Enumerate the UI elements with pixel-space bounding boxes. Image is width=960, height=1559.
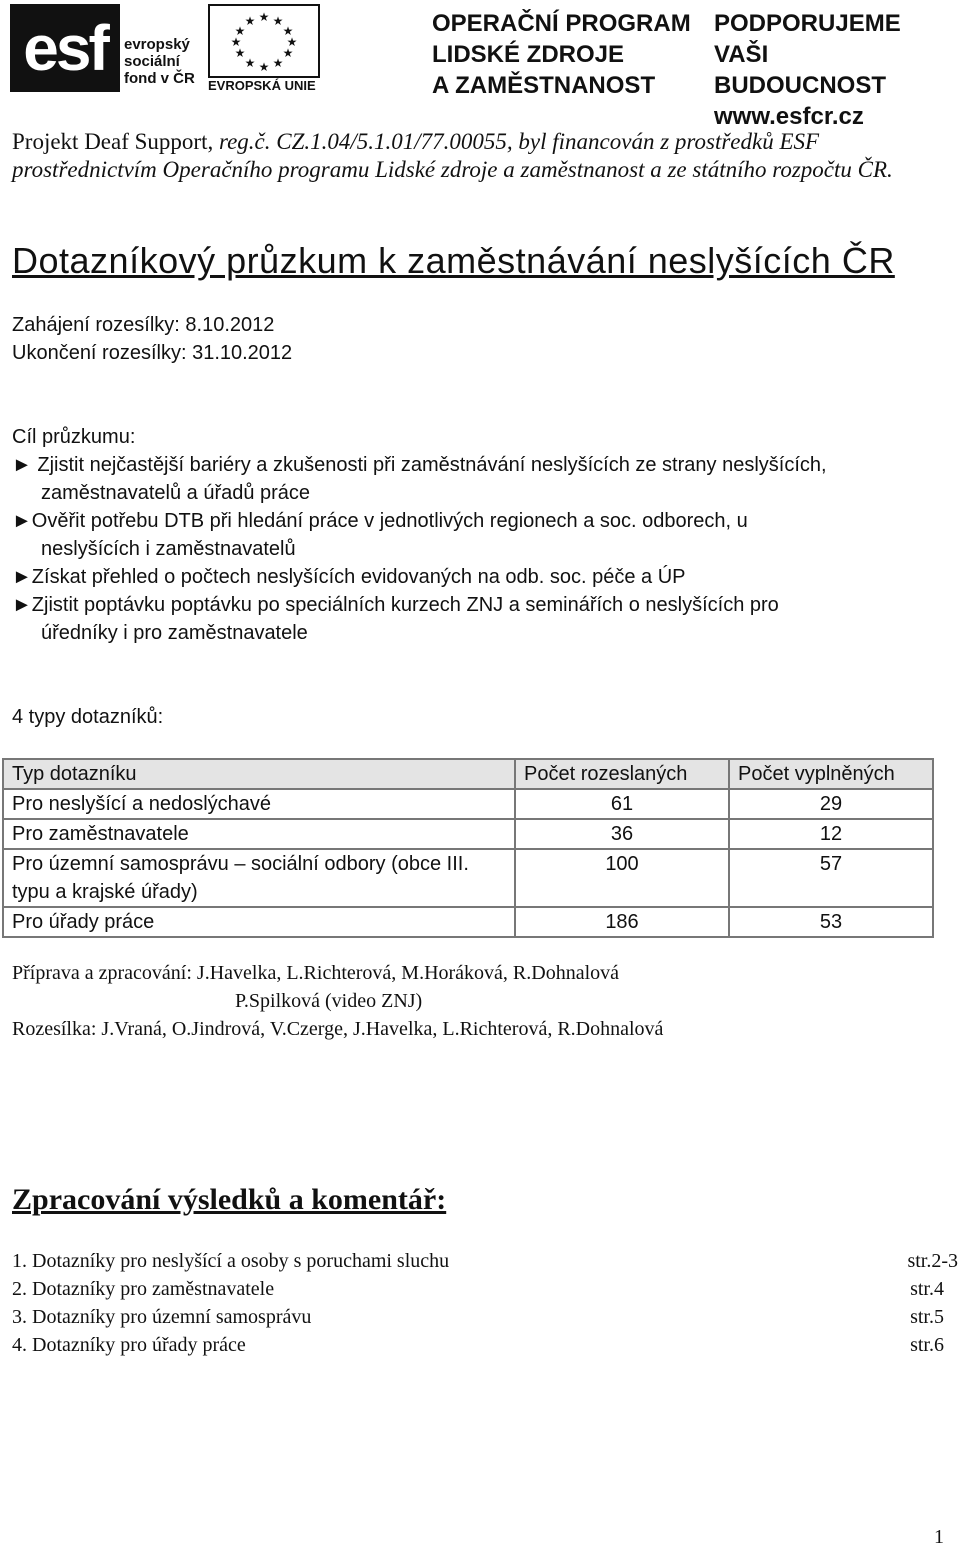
svg-text:★: ★ <box>272 56 284 70</box>
project-funding: reg.č. CZ.1.04/5.1.01/77.00055, byl financován z prostředků ESF prostřednictvím Operačního programu Lidské zdroje a zaměstnanost a ze státního rozpočtu ČR. <box>12 129 893 182</box>
cell-filled: 12 <box>729 819 933 849</box>
esf-caption-line: fond v ČR <box>124 70 195 87</box>
svg-text:★: ★ <box>258 60 270 74</box>
svg-text:★: ★ <box>244 14 256 28</box>
op-line: A ZAMĚSTNANOST <box>432 72 656 99</box>
goal-item: ►Získat přehled o počtech neslyšících evidovaných na odb. soc. péče a ÚP <box>12 566 686 588</box>
toc-item-label: 3. Dotazníky pro územní samosprávu <box>12 1306 312 1328</box>
goal-item-cont: úředníky i pro zaměstnavatele <box>41 622 308 644</box>
slogan-line: PODPORUJEME <box>714 10 901 37</box>
cell-type: Pro zaměstnavatele <box>3 819 515 849</box>
slogan-line: VAŠI BUDOUCNOST <box>714 41 886 99</box>
esf-logo: esf <box>10 4 120 92</box>
types-heading: 4 typy dotazníků: <box>12 706 164 728</box>
eu-flag-icon <box>208 4 320 78</box>
toc-item-page: str.5 <box>910 1306 944 1328</box>
col-type-header: Typ dotazníku <box>3 759 515 789</box>
table-row <box>3 789 933 819</box>
support-slogan <box>714 8 940 132</box>
svg-text:★: ★ <box>244 56 256 70</box>
cell-filled: 53 <box>729 907 933 937</box>
cell-sent: 61 <box>515 789 729 819</box>
project-statement <box>12 128 950 184</box>
svg-text:★: ★ <box>234 24 246 38</box>
cell-filled: 57 <box>729 849 933 907</box>
goal-heading: Cíl průzkumu: <box>12 426 136 448</box>
cell-sent: 100 <box>515 849 729 907</box>
toc-item-page: str.4 <box>910 1278 944 1300</box>
op-line: OPERAČNÍ PROGRAM <box>432 10 691 37</box>
cell-type: Pro úřady práce <box>3 907 515 937</box>
table-row <box>3 907 933 937</box>
col-sent-header: Počet rozeslaných <box>515 759 729 789</box>
toc-item-page: str.6 <box>910 1334 944 1356</box>
project-name: Projekt Deaf Support, <box>12 129 219 154</box>
svg-text:★: ★ <box>258 10 270 24</box>
cell-type: Pro neslyšící a nedoslýchavé <box>3 789 515 819</box>
goal-item: ►Zjistit poptávku poptávku po speciálních kurzech ZNJ a seminářích o neslyšících pro <box>12 594 779 616</box>
credits-prep: Příprava a zpracování: J.Havelka, L.Richterová, M.Horáková, R.Dohnalová <box>12 962 620 984</box>
cell-type: Pro územní samosprávu – sociální odbory (obce III. typu a krajské úřady) <box>3 849 515 907</box>
end-date: Ukončení rozesílky: 31.10.2012 <box>12 342 293 364</box>
page-number: 1 <box>934 1526 944 1548</box>
cell-filled: 29 <box>729 789 933 819</box>
credits-prep-cont: P.Spilková (video ZNJ) <box>235 990 423 1012</box>
table-header-row <box>3 759 933 789</box>
cell-sent: 186 <box>515 907 729 937</box>
logo-header <box>10 0 940 130</box>
svg-text:★: ★ <box>282 46 294 60</box>
esf-caption-line: evropský <box>124 36 190 53</box>
svg-text:★: ★ <box>234 46 246 60</box>
table-row <box>3 849 933 907</box>
goal-item-cont: zaměstnavatelů a úřadů práce <box>41 482 311 504</box>
toc-item-page: str.2-3 <box>907 1250 958 1272</box>
toc-item-label: 4. Dotazníky pro úřady práce <box>12 1334 246 1356</box>
goal-item: ► Zjistit nejčastější bariéry a zkušenosti při zaměstnávání neslyšících ze strany neslyšících, <box>12 454 827 476</box>
table-row <box>3 819 933 849</box>
results-title: Zpracování výsledků a komentář: <box>12 1183 447 1216</box>
svg-text:★: ★ <box>282 24 294 38</box>
col-filled-header: Počet vyplněných <box>729 759 933 789</box>
esf-caption <box>124 36 195 87</box>
cell-sent: 36 <box>515 819 729 849</box>
toc-item-label: 2. Dotazníky pro zaměstnavatele <box>12 1278 275 1300</box>
goal-item-cont: neslyšících i zaměstnavatelů <box>41 538 296 560</box>
esf-caption-line: sociální <box>124 53 180 70</box>
op-logo-text <box>432 8 691 101</box>
svg-text:★: ★ <box>272 14 284 28</box>
svg-text:★: ★ <box>230 35 242 49</box>
slogan-url: www.esfcr.cz <box>714 103 864 130</box>
credits-sending: Rozesílka: J.Vraná, O.Jindrová, V.Czerge, J.Havelka, L.Richterová, R.Dohnalová <box>12 1018 664 1040</box>
page-title: Dotazníkový průzkum k zaměstnávání neslyšících ČR <box>12 240 895 281</box>
op-line: LIDSKÉ ZDROJE <box>432 41 625 68</box>
start-date: Zahájení rozesílky: 8.10.2012 <box>12 314 275 336</box>
toc-item-label: 1. Dotazníky pro neslyšící a osoby s poruchami sluchu <box>12 1250 450 1272</box>
eu-caption: EVROPSKÁ UNIE <box>208 78 316 93</box>
svg-text:★: ★ <box>286 35 298 49</box>
goal-item: ►Ověřit potřebu DTB při hledání práce v jednotlivých regionech a soc. odborech, u <box>12 510 748 532</box>
survey-table <box>2 758 934 938</box>
